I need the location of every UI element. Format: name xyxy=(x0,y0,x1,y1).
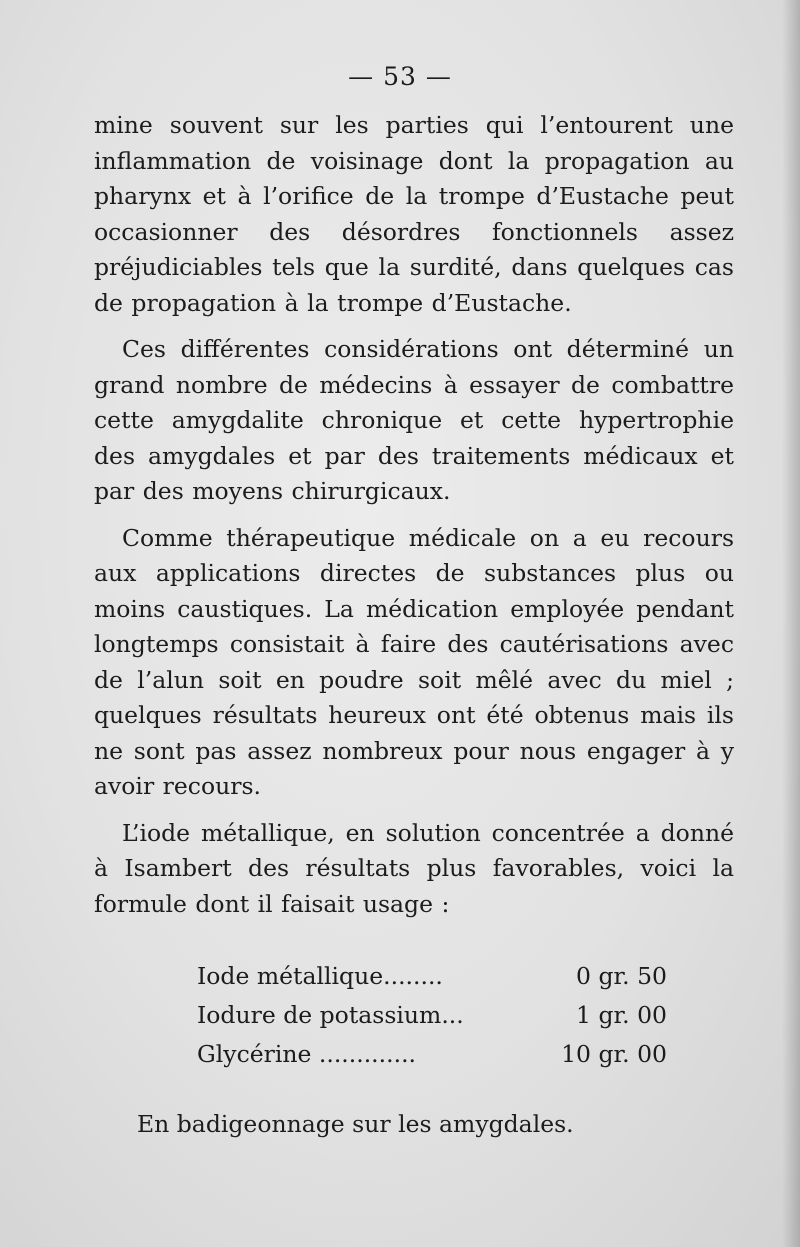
formula-row xyxy=(197,1035,667,1074)
paragraph-continuation: mine souvent sur les parties qui l’entourent une inflammation de voisinage dont la propagation au pharynx et à l’orifice de la trompe d’Eustache peut occasionner des désordres fonctionnels assez préjudiciables tels que la surdité, dans quelques cas de propagation à la trompe d’Eustache. xyxy=(94,111,734,317)
formula-row xyxy=(197,996,667,1035)
formula-ingredient: Glycérine ............. xyxy=(197,1040,417,1068)
page-edge-shadow xyxy=(782,0,800,1247)
body-text xyxy=(94,108,734,933)
paragraph-medical-therapy: Comme thérapeutique médicale on a eu recours aux applications directes de substances plus ou moins caustiques. La médication employée pendant longtemps consistait à faire des cautérisations avec de l’alun soit en poudre soit mêlé avec du miel ; quelques résultats heureux ont été obtenus mais ils ne sont pas assez nombreux pour nous engager à y avoir recours. xyxy=(94,523,734,800)
usage-note: En badigeonnage sur les amygdales. xyxy=(137,1110,574,1138)
formula-ingredient: Iode métallique........ xyxy=(197,962,443,990)
formula-quantity: 10 gr. 00 xyxy=(561,1040,667,1068)
page-number: — 53 — xyxy=(348,62,452,91)
formula-row xyxy=(197,957,667,996)
paragraph-considerations: Ces différentes considérations ont déterminé un grand nombre de médecins à essayer de combattre cette amygdalite chronique et cette hypertrophie des amygdales et par des traitements médicaux et par des moyens chirurgicaux. xyxy=(94,335,734,505)
formula-quantity: 0 gr. 50 xyxy=(576,962,667,990)
paragraph-iodine: L’iode métallique, en solution concentrée a donné à Isambert des résultats plus favorables, voici la formule dont il faisait usage : xyxy=(94,818,734,918)
formula-list xyxy=(197,957,667,1074)
formula-quantity: 1 gr. 00 xyxy=(576,1001,667,1029)
formula-ingredient: Iodure de potassium... xyxy=(197,1001,464,1029)
